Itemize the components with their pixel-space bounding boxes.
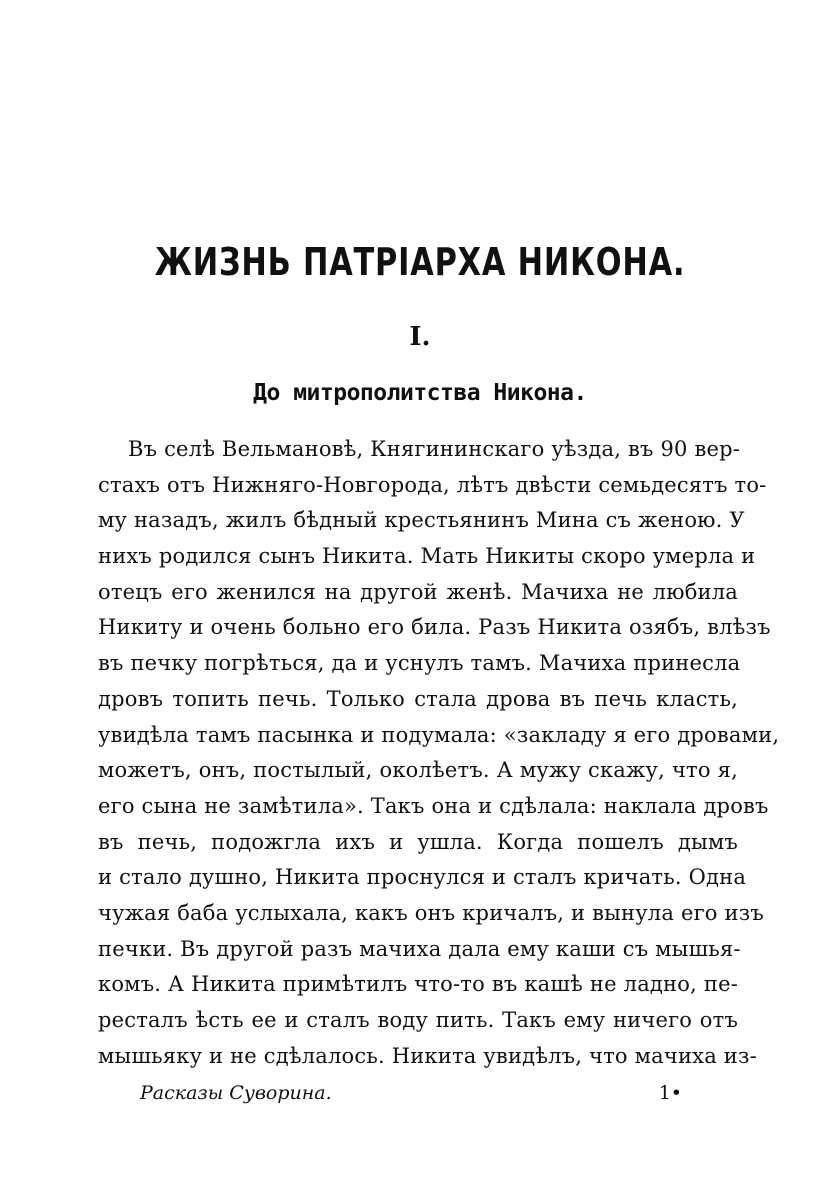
text-line: мышьяку и не сдѣлалось. Никита увидѣлъ, что мачиха из- — [98, 1043, 757, 1068]
text-line: Никиту и очень больно его била. Разъ Никита озябъ, влѣзъ — [98, 615, 771, 640]
body-text — [98, 432, 780, 1074]
text-line: нихъ родился сынъ Никита. Мать Никиты скоро умерла и — [98, 544, 756, 569]
section-number: I. — [409, 322, 431, 352]
text-line: и стало душно, Никита проснулся и сталъ кричать. Одна — [98, 865, 747, 890]
text-line: можетъ, онъ, постылый, околѣетъ. А мужу скажу, что я, — [98, 758, 738, 783]
page-footer — [140, 1082, 700, 1112]
text-line: въ печку погрѣться, да и уснулъ тамъ. Мачиха принесла — [98, 651, 741, 676]
chapter-title: ЖИЗНЬ ПАТРІАРХА НИКОНА. — [154, 240, 686, 284]
text-line: му назадъ, жилъ бѣдный крестьянинъ Мина съ женою. У — [98, 508, 745, 533]
text-line: ресталъ ѣсть ее и сталъ воду пить. Такъ ему ничего отъ — [98, 1008, 738, 1032]
text-line: печки. Въ другой разъ мачиха дала ему каши съ мышья- — [98, 936, 741, 961]
text-line: Въ селѣ Вельмановѣ, Княгининскаго уѣзда, въ 90 вер- — [128, 437, 741, 461]
text-line: увидѣла тамъ пасынка и подумала: «закладу я его дровами, — [98, 722, 780, 747]
text-line: его сына не замѣтила». Такъ она и сдѣлала: наклала дровъ — [98, 793, 769, 818]
text-line: въ печь, подожгла ихъ и ушла. Когда пошелъ дымъ — [98, 829, 738, 854]
running-title: Расказы Суворина. — [140, 1082, 332, 1104]
text-line: отецъ его женился на другой женѣ. Мачиха не любила — [98, 579, 738, 604]
text-line: дровъ топить печь. Только стала дрова въ печь класть, — [98, 686, 738, 711]
text-line: чужая баба услыхала, какъ онъ кричалъ, и вынула его изъ — [98, 900, 764, 925]
section-title: До митрополитства Никона. — [253, 380, 587, 406]
signature-mark: 1• — [658, 1082, 682, 1104]
text-line: комъ. А Никита примѣтилъ что-то въ кашѣ не ладно, пе- — [98, 972, 738, 997]
text-line: стахъ отъ Нижняго-Новгорода, лѣтъ двѣсти семьдесятъ то- — [98, 472, 767, 497]
